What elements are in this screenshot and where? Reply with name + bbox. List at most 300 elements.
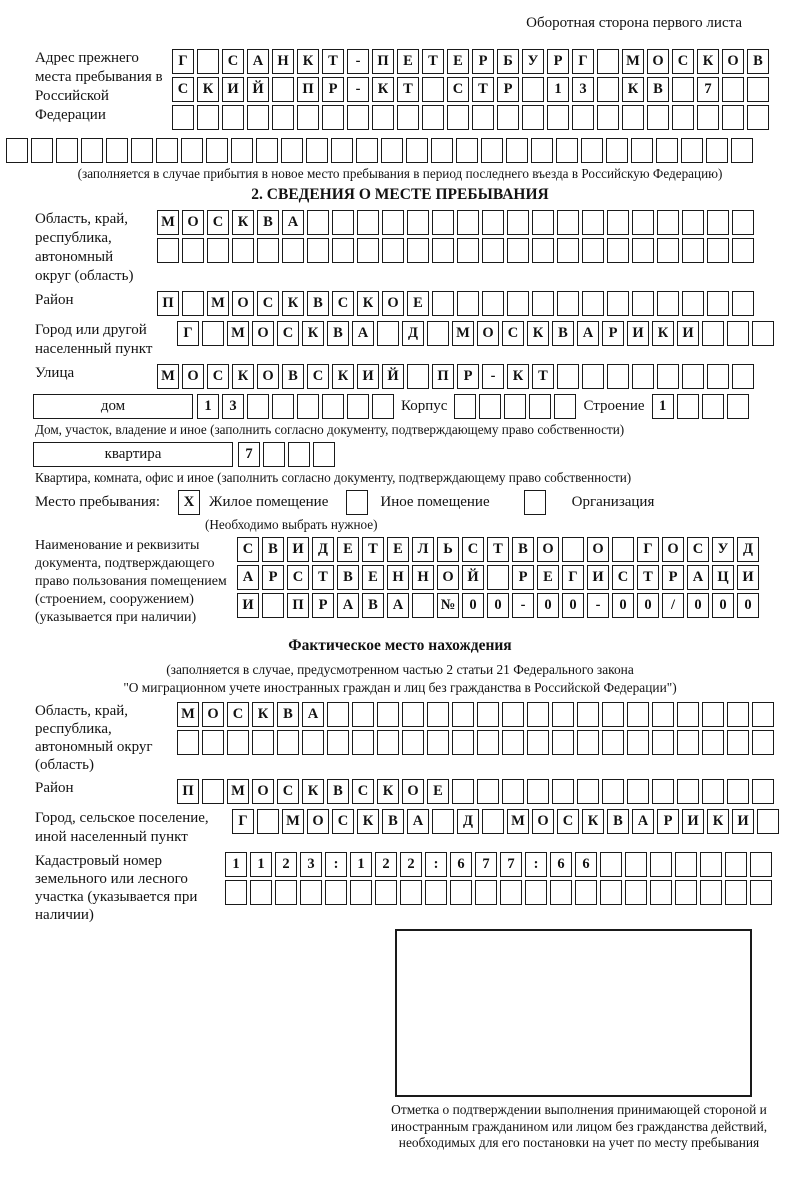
char-box (407, 364, 429, 389)
char-box: В (382, 809, 404, 834)
char-box: Р (322, 77, 344, 102)
char-box: С (172, 77, 194, 102)
char-box (297, 394, 319, 419)
char-box: - (347, 77, 369, 102)
char-box (56, 138, 78, 163)
char-boxrow (237, 593, 759, 618)
char-box: 0 (537, 593, 559, 618)
char-box: С (237, 537, 259, 562)
char-box: И (627, 321, 649, 346)
char-box (407, 238, 429, 263)
char-box: С (687, 537, 709, 562)
char-box (456, 138, 478, 163)
char-box: Й (462, 565, 484, 590)
char-box (482, 210, 504, 235)
option-label-zhiloe: Жилое помещение (209, 494, 329, 510)
field-street (0, 364, 800, 389)
char-box (607, 364, 629, 389)
char-box (582, 364, 604, 389)
char-box (582, 238, 604, 263)
char-box (357, 238, 379, 263)
char-box (682, 210, 704, 235)
char-box: Г (562, 565, 584, 590)
char-box: 7 (238, 442, 260, 467)
char-box (531, 138, 553, 163)
char-box: Е (537, 565, 559, 590)
char-box: Р (312, 593, 334, 618)
char-box: А (282, 210, 304, 235)
char-box: / (662, 593, 684, 618)
char-box: В (262, 537, 284, 562)
char-box: Д (737, 537, 759, 562)
char-box (372, 394, 394, 419)
char-box (375, 880, 397, 905)
char-box: К (282, 291, 304, 316)
field-district (0, 291, 800, 316)
char-box (532, 291, 554, 316)
char-box (547, 105, 569, 130)
char-box: С (447, 77, 469, 102)
checkbox-inoe-pomeshchenie (346, 490, 368, 515)
field-city (0, 321, 800, 359)
char-box (625, 852, 647, 877)
char-box: Е (427, 779, 449, 804)
char-box (497, 105, 519, 130)
option-label-organizatsiya: Организация (571, 494, 655, 510)
char-box: 1 (250, 852, 272, 877)
char-box (346, 490, 368, 515)
char-box (677, 702, 699, 727)
char-box (325, 880, 347, 905)
char-box (747, 77, 769, 102)
char-box (257, 809, 279, 834)
char-box (577, 779, 599, 804)
char-box (552, 702, 574, 727)
char-box (432, 210, 454, 235)
char-box (281, 138, 303, 163)
char-box (275, 880, 297, 905)
char-box (550, 880, 572, 905)
char-box (631, 138, 653, 163)
char-box (350, 880, 372, 905)
char-box: К (582, 809, 604, 834)
char-box: А (632, 809, 654, 834)
char-box (632, 364, 654, 389)
char-box (597, 105, 619, 130)
char-box (554, 394, 576, 419)
char-box: Е (387, 537, 409, 562)
char-box: М (227, 779, 249, 804)
char-box: И (677, 321, 699, 346)
char-box (677, 730, 699, 755)
char-box: 0 (487, 593, 509, 618)
char-box (300, 880, 322, 905)
char-box (432, 809, 454, 834)
char-box: С (307, 364, 329, 389)
char-box: И (737, 565, 759, 590)
char-box (657, 291, 679, 316)
char-box: Й (247, 77, 269, 102)
char-box: К (707, 809, 729, 834)
house-type-box: дом (33, 394, 193, 419)
char-box: П (372, 49, 394, 74)
char-boxrow (157, 238, 754, 263)
char-box: Т (312, 565, 334, 590)
char-box (706, 138, 728, 163)
char-box (527, 730, 549, 755)
char-box (450, 880, 472, 905)
stay-place-note: (Необходимо выбрать нужное) (205, 517, 378, 532)
char-box: К (232, 364, 254, 389)
char-box (432, 291, 454, 316)
char-box: : (325, 852, 347, 877)
char-box: В (552, 321, 574, 346)
stroenie-label: Строение (583, 398, 645, 414)
char-box: С (502, 321, 524, 346)
char-box: Т (472, 77, 494, 102)
char-box: Т (322, 49, 344, 74)
char-box (522, 105, 544, 130)
char-box (482, 291, 504, 316)
field-cadastral (0, 852, 800, 924)
field-apartment (0, 442, 800, 467)
char-box (327, 730, 349, 755)
char-box (427, 730, 449, 755)
char-box: К (652, 321, 674, 346)
char-box (752, 321, 774, 346)
char-boxrow (177, 779, 774, 804)
char-box (507, 291, 529, 316)
char-box (702, 321, 724, 346)
char-box: С (257, 291, 279, 316)
char-box: Д (402, 321, 424, 346)
char-box (700, 880, 722, 905)
char-box (732, 238, 754, 263)
char-box (447, 105, 469, 130)
char-box (477, 702, 499, 727)
field-district-2 (0, 779, 800, 804)
char-box (607, 210, 629, 235)
char-box: В (257, 210, 279, 235)
field-prev-address (0, 49, 800, 133)
char-box: С (277, 779, 299, 804)
char-box (452, 702, 474, 727)
char-box: А (302, 702, 324, 727)
char-box: Г (637, 537, 659, 562)
char-box: И (732, 809, 754, 834)
char-box: У (522, 49, 544, 74)
char-box (747, 105, 769, 130)
char-box (577, 730, 599, 755)
char-box: К (197, 77, 219, 102)
char-box: О (647, 49, 669, 74)
char-box: И (287, 537, 309, 562)
char-box: № (437, 593, 459, 618)
char-box (457, 238, 479, 263)
char-box (625, 880, 647, 905)
char-box: Р (662, 565, 684, 590)
char-box (452, 779, 474, 804)
char-box (682, 291, 704, 316)
char-box (752, 702, 774, 727)
char-box (402, 730, 424, 755)
char-box (572, 105, 594, 130)
char-box: С (287, 565, 309, 590)
char-box: Т (532, 364, 554, 389)
char-box: - (347, 49, 369, 74)
char-box (752, 779, 774, 804)
char-box: Д (312, 537, 334, 562)
char-box: К (302, 779, 324, 804)
char-box (457, 291, 479, 316)
char-box: Р (602, 321, 624, 346)
apartment-number-boxes (238, 442, 335, 467)
char-box (600, 852, 622, 877)
actual-location-note-2: "О миграционном учете иностранных граждан и лиц без гражданства в Российской Федерации") (123, 679, 677, 695)
char-box (431, 138, 453, 163)
char-box (702, 730, 724, 755)
char-box (602, 779, 624, 804)
char-box (452, 730, 474, 755)
char-box: А (687, 565, 709, 590)
char-box: - (482, 364, 504, 389)
char-box: Т (362, 537, 384, 562)
char-box: Р (457, 364, 479, 389)
char-box (487, 565, 509, 590)
char-box (707, 364, 729, 389)
char-box (402, 702, 424, 727)
char-box (106, 138, 128, 163)
char-box (181, 138, 203, 163)
char-box (562, 537, 584, 562)
char-box (707, 210, 729, 235)
char-box (331, 138, 353, 163)
char-box: : (525, 852, 547, 877)
char-box (727, 394, 749, 419)
field-document (0, 537, 800, 627)
region-rows (157, 210, 754, 286)
char-box (352, 730, 374, 755)
char-box: П (177, 779, 199, 804)
char-box (356, 138, 378, 163)
char-box: В (362, 593, 384, 618)
char-box (307, 238, 329, 263)
char-box: Р (262, 565, 284, 590)
char-box: Е (362, 565, 384, 590)
char-box: О (182, 210, 204, 235)
char-box (322, 105, 344, 130)
char-box (675, 880, 697, 905)
char-box (332, 238, 354, 263)
char-box: К (332, 364, 354, 389)
char-box (202, 321, 224, 346)
char-box (647, 105, 669, 130)
char-box (527, 779, 549, 804)
char-box: Б (497, 49, 519, 74)
char-box: О (537, 537, 559, 562)
char-box (707, 238, 729, 263)
char-box (632, 238, 654, 263)
char-box (506, 138, 528, 163)
char-box: О (257, 364, 279, 389)
char-box (700, 852, 722, 877)
prev-address-label: Адрес прежнего места пребывания в Российской Федерации (35, 50, 163, 123)
char-box: О (662, 537, 684, 562)
char-boxrow (225, 880, 772, 905)
char-box: К (622, 77, 644, 102)
char-box (500, 880, 522, 905)
char-box: С (557, 809, 579, 834)
char-box (427, 702, 449, 727)
char-box (731, 138, 753, 163)
char-box (272, 394, 294, 419)
char-box: М (507, 809, 529, 834)
region-2-rows (177, 702, 774, 774)
char-box (707, 291, 729, 316)
char-boxrow (157, 291, 754, 316)
char-box (652, 779, 674, 804)
char-box: К (302, 321, 324, 346)
char-box: О (252, 321, 274, 346)
char-box: Г (232, 809, 254, 834)
char-box: 0 (612, 593, 634, 618)
char-box (682, 238, 704, 263)
char-box: О (202, 702, 224, 727)
char-box: В (277, 702, 299, 727)
char-box: М (157, 210, 179, 235)
char-box (524, 490, 546, 515)
char-box: В (607, 809, 629, 834)
char-box (202, 779, 224, 804)
char-box (182, 291, 204, 316)
char-box: О (587, 537, 609, 562)
char-boxrow (177, 702, 774, 727)
char-box: С (672, 49, 694, 74)
char-box (675, 852, 697, 877)
char-box (657, 238, 679, 263)
char-box (131, 138, 153, 163)
char-box (529, 394, 551, 419)
char-box (652, 702, 674, 727)
house-number-boxes (197, 394, 394, 419)
char-box: М (207, 291, 229, 316)
char-box: О (307, 809, 329, 834)
char-box (481, 138, 503, 163)
char-box (532, 210, 554, 235)
char-box: О (402, 779, 424, 804)
prev-address-rows (172, 49, 769, 133)
char-box (600, 880, 622, 905)
char-box: Д (457, 809, 479, 834)
char-box (556, 138, 578, 163)
char-box (454, 394, 476, 419)
char-box: М (227, 321, 249, 346)
char-box: К (377, 779, 399, 804)
char-box (225, 880, 247, 905)
char-box: О (437, 565, 459, 590)
char-box: К (252, 702, 274, 727)
char-box: И (222, 77, 244, 102)
char-boxrow (177, 321, 774, 359)
char-box: К (232, 210, 254, 235)
char-box: С (207, 364, 229, 389)
char-box: К (697, 49, 719, 74)
char-box: 1 (547, 77, 569, 102)
char-box: Т (487, 537, 509, 562)
char-box (607, 238, 629, 263)
char-box: В (512, 537, 534, 562)
char-box (397, 105, 419, 130)
char-boxrow (172, 49, 769, 74)
char-box (302, 730, 324, 755)
char-box (382, 210, 404, 235)
char-box: И (587, 565, 609, 590)
char-box (482, 238, 504, 263)
char-boxrow (232, 809, 779, 847)
char-box: М (157, 364, 179, 389)
char-box (502, 779, 524, 804)
char-boxrow (237, 565, 759, 590)
char-box: Ц (712, 565, 734, 590)
char-box: 0 (462, 593, 484, 618)
char-box (557, 291, 579, 316)
char-box (407, 210, 429, 235)
char-box (597, 49, 619, 74)
char-box (597, 77, 619, 102)
char-box (352, 702, 374, 727)
char-box (650, 880, 672, 905)
city-2-label: Город, сельское поселение, иной населенный пункт (35, 810, 209, 845)
char-box (422, 77, 444, 102)
char-box (297, 105, 319, 130)
char-box (479, 394, 501, 419)
char-box: С (612, 565, 634, 590)
char-box (702, 702, 724, 727)
char-box (357, 210, 379, 235)
char-box (382, 238, 404, 263)
document-rows (237, 537, 759, 627)
char-box: А (577, 321, 599, 346)
char-box (288, 442, 310, 467)
char-box (232, 238, 254, 263)
char-box: П (432, 364, 454, 389)
char-box: А (237, 565, 259, 590)
char-box: Н (387, 565, 409, 590)
char-box: Ь (437, 537, 459, 562)
char-box: 6 (575, 852, 597, 877)
char-box: 0 (562, 593, 584, 618)
char-box (347, 394, 369, 419)
korpus-label: Корпус (401, 398, 448, 414)
char-box (206, 138, 228, 163)
char-box: В (327, 321, 349, 346)
char-box (532, 238, 554, 263)
char-box (202, 730, 224, 755)
char-box: В (282, 364, 304, 389)
char-box (6, 138, 28, 163)
char-box (722, 77, 744, 102)
char-box (272, 77, 294, 102)
char-box: С (462, 537, 484, 562)
char-box (504, 394, 526, 419)
char-box: С (352, 779, 374, 804)
char-box (575, 880, 597, 905)
section2-title: 2. СВЕДЕНИЯ О МЕСТЕ ПРЕБЫВАНИЯ (251, 186, 549, 203)
stay-place-label: Место пребывания: (35, 494, 160, 510)
char-box: С (332, 809, 354, 834)
char-box (425, 880, 447, 905)
char-box (197, 105, 219, 130)
